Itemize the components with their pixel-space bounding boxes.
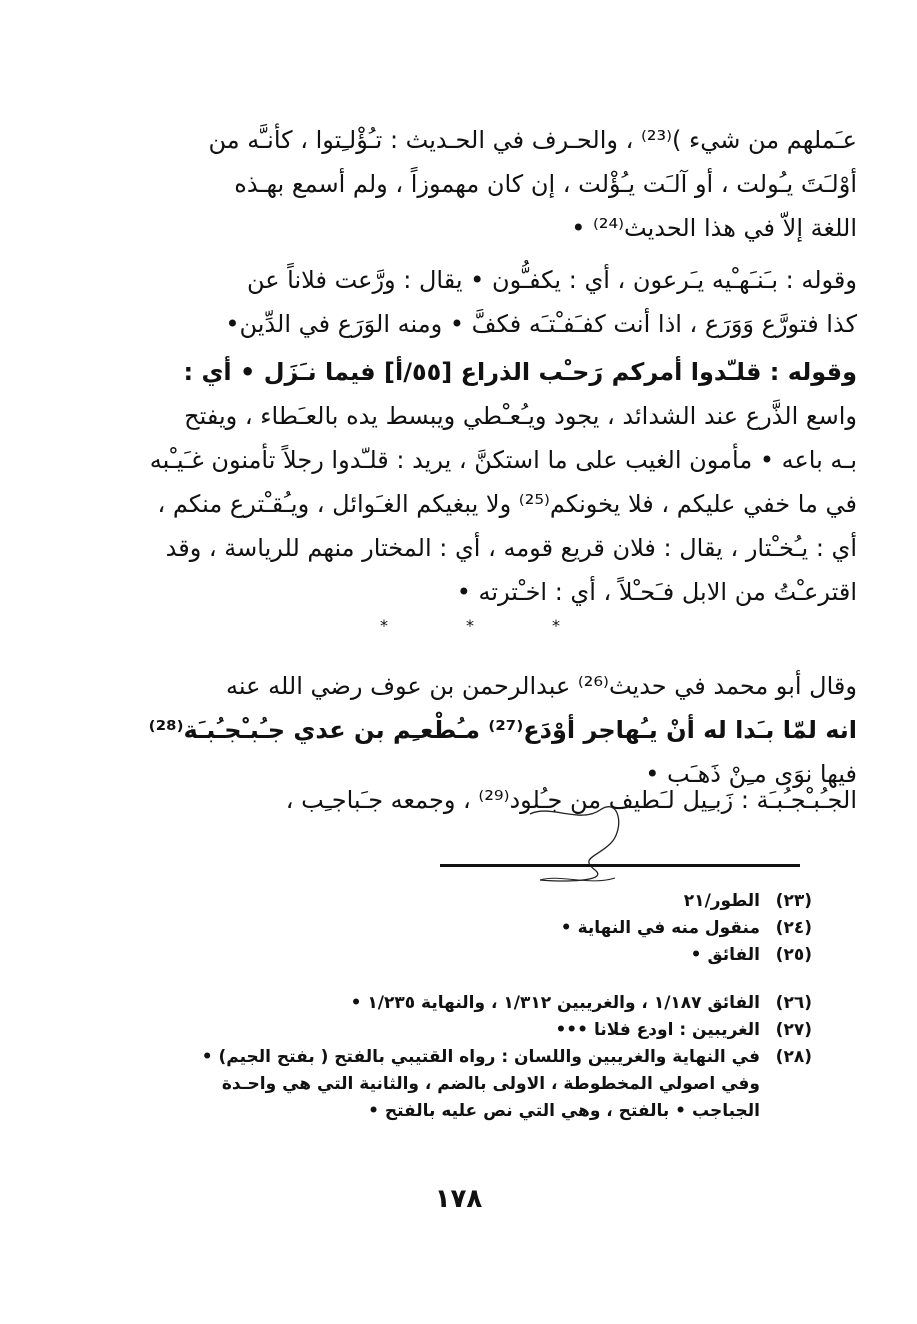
footnote-row [135,1017,812,1044]
body-line-lead: وقوله : قلـّدوا أمركم رَحـْب الذراع [٥٥/أ] فيما نـَزَل • أي : [183,358,857,386]
star-icon: * [380,616,388,635]
body-line: الجـُبـْجـُبـَة : زَبـِيل لـَطيف من جـُلود⁽²⁹⁾ ، وجمعه جـَباجـِب ، [285,786,857,814]
footnote-text: الطور/٢١ [683,891,760,911]
body-line: وقوله : بـَنـَهـْيه يـَرعون ، أي : يكفـُّون • يقال : ورَّعت فلاناً عن [246,266,857,294]
footnote-text: الفائق • [690,945,760,965]
star-icon: * [552,616,560,635]
footnote-number: (٢٧) [775,1020,812,1040]
body-line: انه لمّا بـَدا له أنْ يـُهاجر أوْدَع⁽²⁷⁾ مـُطْعـِم بن عدي جـُبـْجـُبـَة⁽²⁸⁾ [148,716,857,744]
footnotes-group-a [135,888,812,969]
body-line: واسع الذَّرع عند الشدائد ، يجود ويـُعـْطي ويبسط يده بالعـَطاء ، ويفتح [184,402,857,430]
footnote-row [135,942,812,969]
section-divider-stars [380,616,560,635]
body-line: وقال أبو محمد في حديث⁽²⁶⁾ عبدالرحمن بن عوف رضي الله عنه [226,672,857,700]
footnote-row [135,915,812,942]
footnote-row [135,888,812,915]
body-line: اللغة إلاّ في هذا الحديث⁽²⁴⁾ • [571,214,857,242]
footnote-number: (٢٤) [775,918,812,938]
footnote-number: (٢٥) [775,945,812,965]
footnote-text: في النهاية والغريبين واللسان : رواه القتيبي بالفتح ( بفتح الجيم) • [201,1047,760,1067]
body-line: كذا فتورَّع وَوَرَع ، اذا أنت كفـَفـْتـَه فكفَّ • ومنه الوَرَع في الدِّين• [225,310,857,338]
body-line: بـه باعه • مأمون الغيب على ما استكنَّ ، يريد : قلـّدوا رجلاً تأمنون غـَيـْبه [149,446,857,474]
body-line: اقترعـْتُ من الابل فـَحـْلاً ، أي : اخـْترته • [456,578,857,606]
footnote-number: (٢٨) [775,1047,812,1067]
paragraph-ta-ulitu [135,118,857,250]
footnote-continuation: الجباجب • بالفتح ، وهي التي نص عليه بالفتح • [368,1101,760,1121]
handwritten-squiggle-icon [520,800,640,890]
page-number: ١٧٨ [434,1184,483,1214]
paragraph-jubjuba [135,778,857,822]
body-line: عـَملهم من شيء )⁽²³⁾ ، والحـرف في الحـديث : تـُؤْلـِتوا ، كأنـَّه من [208,126,857,154]
footnote-number: (٢٣) [775,891,812,911]
footnote-row [135,1044,812,1071]
footnote-text: الغريبين : اودع فلانا ••• [555,1020,760,1040]
footnote-text: الفائق ١/١٨٧ ، والغريبين ١/٣١٢ ، والنهاية ١/٢٣٥ • [350,993,760,1013]
body-line: فيها نوَى مـِنْ ذَهـَب • [645,760,857,788]
footnote-row [135,990,812,1017]
body-line: في ما خفي عليكم ، فلا يخونكم⁽²⁵⁾ ولا يبغيكم الغـَوائل ، ويـُقـْترع منكم ، [157,490,857,518]
paragraph-yarawun [135,258,857,346]
paragraph-rahb-al-dhira [135,350,857,614]
star-icon: * [466,616,474,635]
footnote-continuation: وفي اصولي المخطوطة ، الاولى بالضم ، والثانية التي هي واحـدة [221,1074,760,1094]
footnote-separator-rule [440,864,800,867]
paragraph-abdulrahman-hadith [135,664,857,796]
body-line: أي : يـُخـْتار ، يقال : فلان قريع قومه ، أي : المختار منهم للرياسة ، وقد [165,534,857,562]
footnotes-group-b [135,990,812,1125]
footnote-text: منقول منه في النهاية • [560,918,760,938]
body-line: أوْلـَتَ يـُولت ، أو آلـَت يـُؤْلت ، إن كان مهموزاً ، ولم أسمع بهـذه [234,170,857,198]
footnote-number: (٢٦) [775,993,812,1013]
